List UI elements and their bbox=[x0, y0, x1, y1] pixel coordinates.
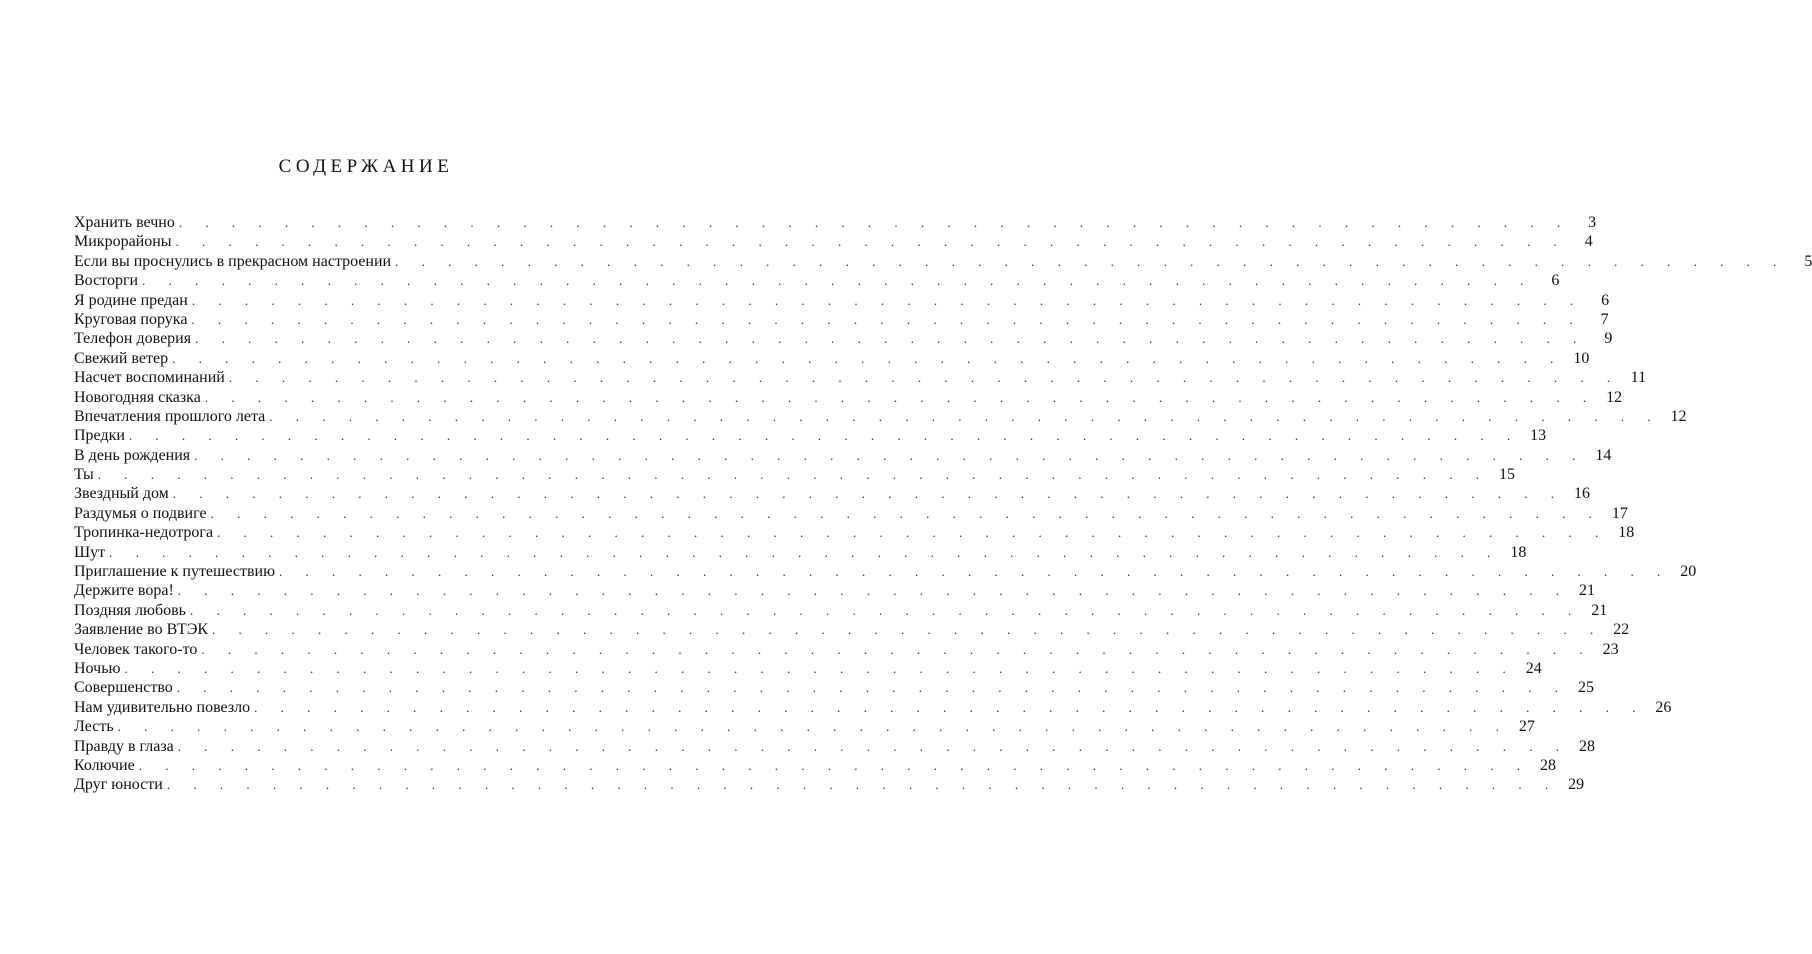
toc-entry-title: Хранить вечно bbox=[74, 214, 175, 231]
toc-dot-leader: . . . . . . . . . . . . . . . . . . . . . . . . . . . . . . . . . . . . . . . . . . . . . . . . . . . . . bbox=[194, 447, 1586, 463]
toc-entry bbox=[74, 775, 1585, 794]
toc-entry-title: В день рождения bbox=[74, 446, 191, 464]
toc-entry-title: Заявление во ВТЭК bbox=[74, 621, 209, 639]
toc-entry-title: Поздняя любовь bbox=[74, 601, 186, 619]
toc-dot-leader: . . . . . . . . . . . . . . . . . . . . . . . . . . . . . . . . . . . . . . . . . . . . . . . . . . . . . bbox=[279, 564, 1671, 580]
toc-entry-title: Если вы проснулись в прекрасном настроении bbox=[74, 252, 392, 270]
toc-entry-title: Друг юности bbox=[74, 776, 163, 794]
toc-entry bbox=[74, 407, 1687, 426]
toc-entry bbox=[74, 737, 1596, 756]
toc-page-number: 18 bbox=[1618, 524, 1635, 542]
toc-page-number: 23 bbox=[1602, 640, 1619, 658]
toc-dot-leader: . . . . . . . . . . . . . . . . . . . . . . . . . . . . . . . . . . . . . . . . . . . . . . . . . . . . . bbox=[138, 757, 1530, 773]
toc-page-number: 14 bbox=[1595, 446, 1612, 464]
toc-dot-leader: . . . . . . . . . . . . . . . . . . . . . . . . . . . . . . . . . . . . . . . . . . . . . . . . . . . . . bbox=[189, 602, 1582, 618]
toc-dot-leader: . . . . . . . . . . . . . . . . . . . . . . . . . . . . . . . . . . . . . . . . . . . . . . . . . . . . . bbox=[177, 583, 1570, 599]
toc-entry bbox=[74, 271, 1560, 290]
toc-page-number: 12 bbox=[1606, 388, 1623, 406]
toc-dot-leader: . . . . . . . . . . . . . . . . . . . . . . . . . . . . . . . . . . . . . . . . . . . . . . . . . . . . . bbox=[395, 253, 1787, 269]
toc-entry bbox=[74, 446, 1612, 465]
toc-page-number: 28 bbox=[1579, 737, 1596, 755]
toc-entry-title: Правду в глаза bbox=[74, 737, 174, 755]
toc-dot-leader: . . . . . . . . . . . . . . . . . . . . . . . . . . . . . . . . . . . . . . . . . . . . . . . . . . . . . bbox=[254, 699, 1646, 715]
toc-entry bbox=[74, 562, 1697, 581]
toc-page-number: 13 bbox=[1530, 427, 1547, 445]
toc-entry-title: Свежий ветер bbox=[74, 349, 169, 367]
toc-dot-leader: . . . . . . . . . . . . . . . . . . . . . . . . . . . . . . . . . . . . . . . . . . . . . . . . . . . . . bbox=[178, 215, 1571, 230]
toc-dot-leader: . . . . . . . . . . . . . . . . . . . . . . . . . . . . . . . . . . . . . . . . . . . . . . . . . . . . . bbox=[269, 408, 1661, 424]
toc-dot-leader: . . . . . . . . . . . . . . . . . . . . . . . . . . . . . . . . . . . . . . . . . . . . . . . . . . . . . bbox=[212, 622, 1604, 638]
toc-entry-title: Впечатления прошлого лета bbox=[74, 407, 266, 425]
page-title: СОДЕРЖАНИЕ bbox=[278, 156, 454, 177]
toc-entry bbox=[74, 601, 1608, 620]
toc-entry bbox=[74, 368, 1647, 387]
toc-entry-title: Ночью bbox=[74, 659, 121, 677]
toc-entry-title: Ты bbox=[74, 466, 94, 484]
toc-page-number: 27 bbox=[1518, 718, 1535, 736]
toc-dot-leader: . . . . . . . . . . . . . . . . . . . . . . . . . . . . . . . . . . . . . . . . . . . . . . . . . . . . . bbox=[172, 486, 1565, 502]
toc-dot-leader: . . . . . . . . . . . . . . . . . . . . . . . . . . . . . . . . . . . . . . . . . . . . . . . . . . . . . bbox=[166, 777, 1559, 793]
toc-entry bbox=[74, 349, 1590, 368]
toc-entry bbox=[74, 523, 1635, 542]
toc-page-number: 24 bbox=[1525, 659, 1542, 677]
toc-entry bbox=[74, 252, 1812, 271]
toc-entry bbox=[74, 426, 1547, 445]
toc-entry bbox=[74, 717, 1535, 736]
toc-dot-leader: . . . . . . . . . . . . . . . . . . . . . . . . . . . . . . . . . . . . . . . . . . . . . . . . . . . . . bbox=[210, 505, 1602, 521]
toc-entry-title: Держите вора! bbox=[74, 582, 174, 600]
toc-dot-leader: . . . . . . . . . . . . . . . . . . . . . . . . . . . . . . . . . . . . . . . . . . . . . . . . . . . . . bbox=[217, 525, 1609, 541]
toc-dot-leader: . . . . . . . . . . . . . . . . . . . . . . . . . . . . . . . . . . . . . . . . . . . . . . . . . . . . . bbox=[124, 660, 1516, 676]
toc-entry-title: Шут bbox=[74, 543, 106, 561]
toc-entry bbox=[74, 581, 1596, 600]
toc-dot-leader: . . . . . . . . . . . . . . . . . . . . . . . . . . . . . . . . . . . . . . . . . . . . . . . . . . . . . bbox=[109, 544, 1501, 560]
toc-page-number: 15 bbox=[1498, 466, 1515, 484]
toc-entry-title: Нам удивительно повезло bbox=[74, 698, 251, 716]
toc-page-number: 20 bbox=[1680, 563, 1697, 581]
toc-dot-leader: . . . . . . . . . . . . . . . . . . . . . . . . . . . . . . . . . . . . . . . . . . . . . . . . . . . . . bbox=[177, 738, 1570, 754]
toc-page-number: 16 bbox=[1574, 485, 1591, 503]
toc-entry bbox=[74, 484, 1591, 503]
toc-dot-leader: . . . . . . . . . . . . . . . . . . . . . . . . . . . . . . . . . . . . . . . . . . . . . . . . . . . . . bbox=[195, 331, 1587, 347]
toc-entry-title: Я родине предан bbox=[74, 291, 188, 309]
toc-page-number: 6 bbox=[1551, 272, 1560, 290]
toc-page-number: 25 bbox=[1578, 679, 1595, 697]
toc-entry bbox=[74, 698, 1672, 717]
toc-entry bbox=[74, 291, 1610, 310]
toc-dot-leader: . . . . . . . . . . . . . . . . . . . . . . . . . . . . . . . . . . . . . . . . . . . . . . . . . . . . . bbox=[191, 292, 1584, 308]
toc-entry bbox=[74, 388, 1623, 407]
toc-entry bbox=[74, 756, 1556, 775]
toc-page-number: 21 bbox=[1591, 601, 1608, 619]
toc-entry-title: Насчет воспоминаний bbox=[74, 369, 225, 387]
toc-page-number: 17 bbox=[1611, 504, 1628, 522]
toc-entry-title: Колючие bbox=[74, 756, 135, 774]
toc-dot-leader: . . . . . . . . . . . . . . . . . . . . . . . . . . . . . . . . . . . . . . . . . . . . . . . . . . . . . bbox=[142, 273, 1534, 289]
toc-entry-title: Раздумья о подвиге bbox=[74, 504, 207, 522]
toc-entry bbox=[74, 465, 1515, 484]
toc-page-number: 10 bbox=[1573, 349, 1590, 367]
toc-page-number: 12 bbox=[1670, 407, 1687, 425]
toc-entry-title: Восторги bbox=[74, 272, 139, 290]
toc-dot-leader: . . . . . . . . . . . . . . . . . . . . . . . . . . . . . . . . . . . . . . . . . . . . . . . . . . . . . bbox=[191, 311, 1583, 327]
toc-page-number: 7 bbox=[1600, 310, 1609, 328]
toc-entry bbox=[74, 232, 1593, 251]
toc-page-number: 4 bbox=[1584, 233, 1593, 251]
toc-entry bbox=[74, 640, 1619, 659]
toc-entry-title: Лесть bbox=[74, 718, 114, 736]
toc-dot-leader: . . . . . . . . . . . . . . . . . . . . . . . . . . . . . . . . . . . . . . . . . . . . . . . . . . . . . bbox=[176, 680, 1569, 696]
toc-entry-title: Предки bbox=[74, 427, 125, 445]
toc-entry-title: Микрорайоны bbox=[74, 233, 172, 251]
toc-page-number: 9 bbox=[1604, 330, 1613, 348]
toc-page-number: 11 bbox=[1630, 369, 1647, 387]
toc-page-number: 28 bbox=[1539, 756, 1556, 774]
toc-entry-title: Звездный дом bbox=[74, 485, 169, 503]
toc-entry-title: Совершенство bbox=[74, 679, 173, 697]
toc-page-number: 26 bbox=[1655, 698, 1672, 716]
toc-entry bbox=[74, 620, 1630, 639]
toc-dot-leader: . . . . . . . . . . . . . . . . . . . . . . . . . . . . . . . . . . . . . . . . . . . . . . . . . . . . . bbox=[175, 234, 1567, 250]
toc-dot-leader: . . . . . . . . . . . . . . . . . . . . . . . . . . . . . . . . . . . . . . . . . . . . . . . . . . . . . bbox=[117, 719, 1509, 735]
toc-entry bbox=[74, 213, 1597, 232]
toc-dot-leader: . . . . . . . . . . . . . . . . . . . . . . . . . . . . . . . . . . . . . . . . . . . . . . . . . . . . . bbox=[201, 641, 1593, 657]
toc-dot-leader: . . . . . . . . . . . . . . . . . . . . . . . . . . . . . . . . . . . . . . . . . . . . . . . . . . . . . bbox=[128, 428, 1521, 444]
toc-dot-leader: . . . . . . . . . . . . . . . . . . . . . . . . . . . . . . . . . . . . . . . . . . . . . . . . . . . . . bbox=[97, 467, 1489, 483]
toc-entry-title: Новогодняя сказка bbox=[74, 388, 201, 406]
toc-page-number: 29 bbox=[1568, 776, 1585, 794]
toc-entry bbox=[74, 678, 1595, 697]
toc-entry bbox=[74, 329, 1613, 348]
toc-dot-leader: . . . . . . . . . . . . . . . . . . . . . . . . . . . . . . . . . . . . . . . . . . . . . . . . . . . . . bbox=[172, 350, 1564, 366]
table-of-contents bbox=[74, 213, 1812, 795]
toc-entry-title: Телефон доверия bbox=[74, 330, 192, 348]
toc-page-number: 6 bbox=[1601, 291, 1610, 309]
toc-entry bbox=[74, 310, 1609, 329]
toc-dot-leader: . . . . . . . . . . . . . . . . . . . . . . . . . . . . . . . . . . . . . . . . . . . . . . . . . . . . . bbox=[204, 389, 1597, 405]
toc-entry-title: Круговая порука bbox=[74, 310, 188, 328]
toc-entry-title: Человек такого-то bbox=[74, 640, 198, 658]
toc-page-number: 22 bbox=[1613, 621, 1630, 639]
toc-page-number: 5 bbox=[1804, 252, 1812, 270]
toc-page-number: 3 bbox=[1588, 214, 1597, 231]
toc-entry bbox=[74, 504, 1628, 523]
toc-dot-leader: . . . . . . . . . . . . . . . . . . . . . . . . . . . . . . . . . . . . . . . . . . . . . . . . . . . . . bbox=[228, 370, 1621, 386]
toc-entry-title: Приглашение к путешествию bbox=[74, 563, 276, 581]
toc-entry-title: Тропинка-недотрога bbox=[74, 524, 214, 542]
toc-page-number: 21 bbox=[1579, 582, 1596, 600]
toc-page-number: 18 bbox=[1510, 543, 1527, 561]
toc-entry bbox=[74, 543, 1527, 562]
toc-entry bbox=[74, 659, 1542, 678]
